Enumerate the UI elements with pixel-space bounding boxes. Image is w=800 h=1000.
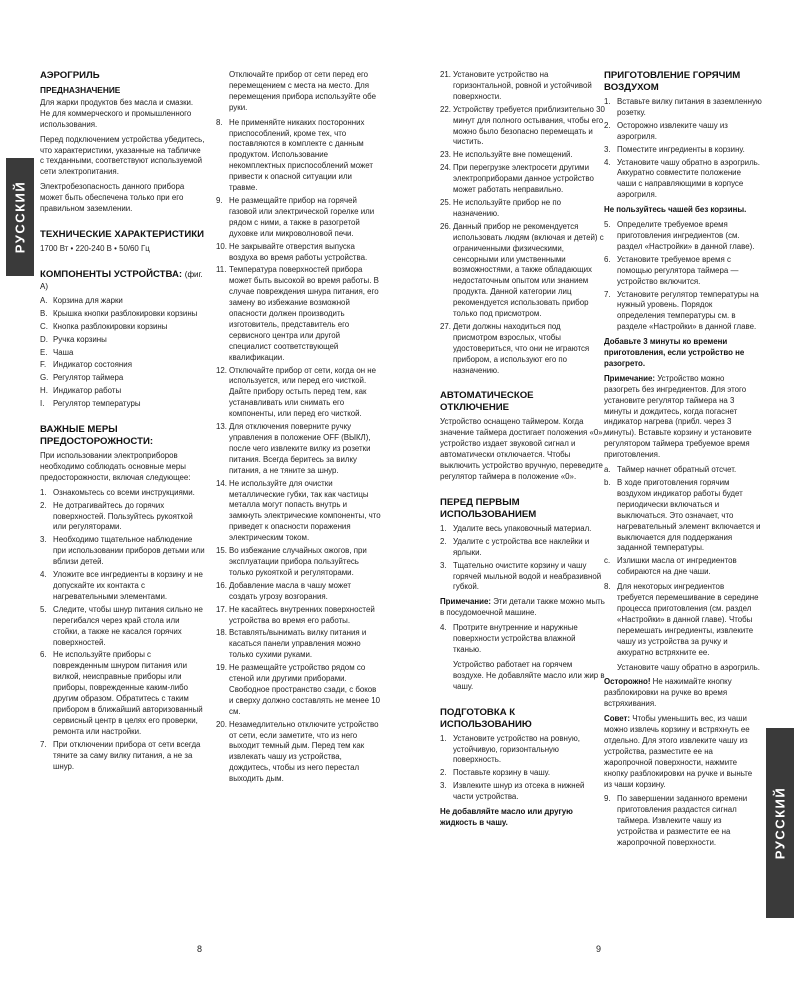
list-item: [604, 255, 762, 288]
first-use-list: [440, 524, 605, 593]
list-item-number: 7.: [40, 739, 47, 749]
list-item-text: Кнопка разблокировки корзины: [53, 321, 168, 331]
list-item: [604, 465, 762, 476]
first-use-list-4: [440, 623, 605, 656]
list-item-text: Во избежание случайных ожогов, при эксплуатации прибора пользуйтесь только рукояткой и регуляторами.: [229, 546, 367, 577]
list-item-text: Ручка корзины: [53, 334, 107, 344]
list-item-text: Устройству требуется приблизительно 30 минут для полного остывания, чтобы его можно было безопасно перемещать и чистить.: [453, 104, 605, 147]
list-item: [40, 399, 205, 410]
list-item-number: 11.: [216, 265, 227, 275]
list-item-text: Поместите ингредиенты в корзину.: [617, 144, 745, 154]
list-item-text: Для отключения поверните ручку управления в положение OFF (ВЫКЛ), после чего извлеките вилку из розетки питания. Всегда беритесь за вилку питания, а не тяните за шнур.: [229, 422, 371, 475]
first-use-item-4-cont: Устройство работает на горячем воздухе. Не добавляйте масло или жир в чашу.: [453, 659, 605, 691]
list-item-number: c.: [604, 556, 611, 566]
list-item-text: Тщательно очистите корзину и чашу горячей мыльной водой и неабразивной губкой.: [453, 560, 602, 592]
title: АЭРОГРИЛЬ: [40, 70, 100, 81]
list-item: [440, 561, 605, 594]
list-item-number: D.: [40, 334, 48, 344]
list-item-number: 7.: [604, 289, 611, 299]
hot-air-heading: ПРИГОТОВЛЕНИЕ ГОРЯЧИМ ВОЗДУХОМ: [604, 70, 741, 93]
list-item-number: 6.: [40, 650, 47, 660]
list-item: [440, 781, 605, 803]
list-item-number: 22.: [440, 104, 451, 114]
list-item: [604, 97, 762, 119]
list-item-number: 14.: [216, 478, 227, 488]
list-item: [40, 535, 205, 568]
hot-air-list: [604, 97, 762, 201]
auto-off-heading: АВТОМАТИЧЕСКОЕ ОТКЛЮЧЕНИЕ: [440, 390, 534, 414]
list-item-text: Не дотрагивайтесь до горячих поверхностей. Пользуйтесь рукояткой или регуляторами.: [53, 500, 193, 532]
purpose-text: Электробезопасность данного прибора может быть обеспечена только при его правильном заземлении.: [40, 182, 185, 214]
list-item-text: Незамедлительно отключите устройство от сети, если заметите, что из него выходит темный дым. Перед тем как извлекать чашу из устройства, дождитесь, чтобы из него перестал выходить дым.: [229, 719, 379, 784]
hot-air-warning: Добавьте 3 минуты ко времени приготовления, если устройство не разогрето.: [604, 337, 745, 368]
list-item: [604, 556, 762, 578]
list-item-number: C.: [40, 321, 48, 331]
list-item-text: Установите чашу обратно в аэрогриль. Аккуратно совместите положение чаши с направляющими в корпусе аэрогриля.: [617, 157, 760, 200]
list-item-number: 4.: [440, 623, 447, 633]
list-item-number: E.: [40, 347, 48, 357]
list-item-number: 18.: [216, 628, 227, 638]
list-item-number: 19.: [216, 663, 227, 673]
hot-air-list-9: [604, 794, 762, 849]
column-3: [440, 70, 605, 833]
list-item-number: B.: [40, 308, 48, 318]
hot-air-warning: Не пользуйтесь чашей без корзины.: [604, 205, 747, 215]
list-item: [40, 605, 205, 649]
list-item-text: Протрите внутренние и наружные поверхности устройства влажной тканью.: [453, 623, 578, 654]
list-item-number: 5.: [40, 604, 47, 614]
list-item-text: Извлеките шнур из отсека в нижней части устройства.: [453, 781, 585, 802]
list-item-number: 1.: [604, 97, 611, 106]
list-item-text: Не размещайте устройство рядом со стеной или другими приборами. Свободное пространство сзади, с боков и сверху должно составлять не менее 10 см.: [229, 663, 381, 716]
list-item-text: Поставьте корзину в чашу.: [453, 768, 551, 778]
list-item: [604, 794, 762, 849]
list-item-text: По завершении заданного времени приготовления раздастся сигнал таймера. Извлеките чашу из устройства и разместите ее на жаропрочной поверхности.: [617, 794, 748, 848]
list-item-text: Индикатор работы: [53, 386, 122, 396]
list-item: [440, 524, 605, 535]
list-item: [604, 478, 762, 554]
list-item-number: 3.: [604, 144, 611, 154]
list-item: [40, 501, 205, 534]
list-item-number: 4.: [604, 157, 611, 167]
list-item-text: Вставьте вилку питания в заземленную розетку.: [617, 97, 762, 117]
list-item: [440, 163, 605, 196]
list-item: [216, 663, 381, 718]
list-item-number: 23.: [440, 150, 451, 160]
list-item: [440, 623, 605, 656]
list-item: [40, 386, 205, 397]
list-item-number: a.: [604, 465, 611, 475]
list-item-text: Осторожно извлеките чашу из аэрогриля.: [617, 120, 728, 141]
list-item: [216, 546, 381, 579]
list-item: [40, 322, 205, 333]
list-item-number: 1.: [40, 487, 47, 497]
list-item-text: Данный прибор не рекомендуется использовать людям (включая и детей) с ограниченными физическими, сенсорными или умственными возможностями, а также обладающих недостаточным опытом или знанием продукта. Данной категории лиц рекомендуется использовать прибор только под присмотром.: [453, 221, 604, 319]
list-item-text: Регулятор температуры: [53, 399, 141, 409]
list-item-number: 13.: [216, 422, 227, 432]
components-list: [40, 296, 205, 410]
hot-air-list-8: [604, 582, 762, 658]
list-item: [440, 537, 605, 559]
safety-list: [440, 70, 605, 376]
list-item: [604, 121, 762, 143]
list-item-text: Индикатор состояния: [53, 360, 132, 370]
list-item-number: 10.: [216, 241, 227, 251]
first-use-heading: ПЕРЕД ПЕРВЫМ ИСПОЛЬЗОВАНИЕМ: [440, 496, 537, 520]
list-item-text: Следите, чтобы шнур питания сильно не перегибался через край стола или стойки, а также не касался горячих поверхностей.: [53, 604, 203, 647]
list-item: [440, 222, 605, 320]
list-item: [40, 488, 205, 499]
hot-air-list: [604, 220, 762, 333]
list-item-number: 2.: [604, 120, 611, 130]
list-item-text: Не используйте вне помещений.: [453, 150, 573, 160]
safety-list: [40, 488, 205, 773]
list-item-number: F.: [40, 360, 47, 370]
list-item: [216, 581, 381, 603]
list-item-text: Не используйте прибор не по назначению.: [453, 197, 561, 218]
list-item-number: G.: [40, 373, 49, 383]
list-item-number: b.: [604, 478, 611, 487]
list-item-number: 2.: [440, 768, 447, 778]
purpose-text: Для жарки продуктов без масла и смазки. Не для коммерческого и промышленного использования.: [40, 97, 194, 129]
language-tab-right: [766, 728, 794, 918]
list-item-number: 8.: [216, 117, 223, 127]
list-item-number: 6.: [604, 254, 611, 264]
list-item-number: 27.: [440, 321, 451, 331]
list-item-number: 4.: [40, 570, 47, 580]
list-item: [604, 145, 762, 156]
list-item-text: Необходимо тщательное наблюдение при использовании приборов детьми или вблизи детей.: [53, 535, 205, 567]
list-item-text: Регулятор таймера: [53, 373, 124, 383]
list-item-number: 26.: [440, 221, 451, 231]
list-item-text: Удалите весь упаковочный материал.: [453, 523, 592, 533]
list-item-text: Установите регулятор температуры на нужный уровень. Порядок определения температуры см. в разделе «Настройки» в данной главе.: [617, 289, 759, 332]
list-item-number: 15.: [216, 546, 227, 556]
list-item-number: 16.: [216, 580, 227, 590]
list-item-number: H.: [40, 386, 48, 396]
column-1: [40, 70, 205, 776]
column-2: [216, 70, 381, 789]
list-item-number: 25.: [440, 197, 451, 207]
page-number-left: 8: [197, 944, 203, 954]
specs-heading: ТЕХНИЧЕСКИЕ ХАРАКТЕРИСТИКИ: [40, 228, 205, 240]
list-item: [216, 265, 381, 363]
list-item-text: Не используйте для очистки металлические губки, так как частицы металла могут попасть внутрь и замкнуть электрические компоненты, что приведет к опасности поражения электрическим током.: [229, 478, 381, 543]
list-item-text: Уложите все ингредиенты в корзину и не допускайте их контакта с нагревательными элементами.: [53, 570, 203, 601]
list-item-number: 2.: [40, 500, 47, 510]
safety-item-7-cont: Отключайте прибор от сети перед его перемещением с места на место. Для перемещения прибора используйте обе руки.: [229, 70, 376, 112]
preparation-heading: ПОДГОТОВКА К ИСПОЛЬЗОВАНИЮ: [440, 706, 532, 730]
list-item-text: При отключении прибора от сети всегда тяните за саму вилку питания, а не за шнур.: [53, 739, 201, 771]
list-item: [40, 296, 205, 307]
list-item: [604, 290, 762, 334]
list-item-text: Для некоторых ингредиентов требуется перемешивание в середине процесса приготовления (см. раздел «Настройки» в данной главе). Чтобы перемешать ингредиенты, извлеките чашу из устройства за ручку и аккуратно встряхните ее.: [617, 582, 759, 657]
list-item-text: Дети должны находиться под присмотром взрослых, чтобы удостовериться, что они не играются прибором, а используют его по назначению.: [453, 321, 590, 375]
list-item: [604, 582, 762, 658]
components-fig: (фиг. А): [40, 269, 203, 291]
list-item-text: При перегрузке электросети другими электроприборами данное устройство может работать неправильно.: [453, 163, 594, 195]
hot-air-tip: Совет: Чтобы уменьшить вес, из чаши можно извлечь корзину и встряхнуть ее отдельно. Для этого извлеките чашу из устройства, разместите ее на жаропрочной поверхности, нажмите кнопку разблокировки на ручке и выньте из чаши корзину.: [604, 714, 753, 789]
components-heading: КОМПОНЕНТЫ УСТРОЙСТВА: (фиг. А): [40, 268, 203, 291]
list-item-text: Излишки масла от ингредиентов собираются на дне чаши.: [617, 556, 737, 577]
list-item-text: Установите устройство на горизонтальной, ровной и устойчивой поверхности.: [453, 70, 592, 101]
list-item: [440, 150, 605, 161]
list-item: [40, 309, 205, 320]
list-item: [216, 422, 381, 477]
list-item: [440, 768, 605, 779]
list-item-text: В ходе приготовления горячим воздухом индикатор работы будет периодически включаться и выключаться. Это означает, что нагревательный элемент включается и выключается для поддержания заданной температуры.: [617, 478, 761, 553]
list-item-number: 24.: [440, 163, 451, 173]
list-item: [40, 570, 205, 603]
specs-text: 1700 Вт • 220-240 В • 50/60 Гц: [40, 243, 150, 253]
list-item-text: Ознакомьтесь со всеми инструкциями.: [53, 487, 195, 497]
list-item-number: 1.: [440, 523, 447, 533]
list-item: [40, 650, 205, 737]
list-item-text: Чаша: [53, 347, 74, 357]
list-item-text: Определите требуемое время приготовления ингредиентов (см. раздел «Настройки» в данной главе).: [617, 220, 755, 251]
preparation-list: [440, 734, 605, 803]
purpose-text: Перед подключением устройства убедитесь, что характеристики, указанные на табличке с техданными, соответствуют используемой сети электропитания.: [40, 134, 205, 177]
safety-heading: ВАЖНЫЕ МЕРЫ ПРЕДОСТОРОЖНОСТИ:: [40, 424, 154, 448]
list-item-text: Крышка кнопки разблокировки корзины: [53, 308, 198, 318]
column-4: [604, 70, 762, 853]
language-tab-left: [6, 158, 34, 276]
list-item-text: Удалите с устройства все наклейки и ярлыки.: [453, 536, 590, 557]
list-item: [216, 479, 381, 544]
first-use-note: Примечание: Эти детали также можно мыть в посудомоечной машине.: [440, 597, 605, 618]
list-item-number: 3.: [440, 781, 447, 791]
list-item-text: Не закрывайте отверстия выпуска воздуха во время работы устройства.: [229, 241, 368, 262]
list-item: [40, 360, 205, 371]
list-item-number: 9.: [216, 195, 223, 205]
list-item: [440, 198, 605, 220]
list-item-number: 9.: [604, 794, 611, 804]
list-item-number: A.: [40, 295, 48, 305]
list-item: [40, 373, 205, 384]
list-item-number: I.: [40, 399, 45, 409]
list-item-text: Установите устройство на ровную, устойчивую, горизонтальную поверхность.: [453, 733, 580, 765]
list-item: [216, 242, 381, 264]
hot-air-item-8-cont: Установите чашу обратно в аэрогриль.: [617, 662, 760, 672]
list-item: [216, 366, 381, 421]
safety-list: [216, 118, 381, 785]
list-item: [216, 196, 381, 240]
list-item-text: Вставлять/вынимать вилку питания и касаться панели управления можно только сухими руками.: [229, 628, 367, 660]
list-item-text: Отключайте прибор от сети, когда он не используется, или перед его чисткой. Дайте прибору остыть перед тем, как устанавливать или снимать его компоненты, или перед его чисткой.: [229, 365, 377, 419]
list-item-number: 5.: [604, 220, 611, 230]
list-item: [216, 720, 381, 785]
list-item: [440, 105, 605, 149]
list-item-number: 12.: [216, 365, 227, 375]
list-item-text: Температура поверхностей прибора может быть высокой во время работы. В случае повреждения шнура питания, его замену во избежание возможной опасности должен производить изготовитель, представитель его сервисного центра или другой специалист соответствующей квалификации.: [229, 265, 379, 362]
preparation-warning: Не добавляйте масло или другую жидкость в чашу.: [440, 807, 573, 827]
list-item-number: 8.: [604, 582, 611, 592]
purpose-heading: ПРЕДНАЗНАЧЕНИЕ: [40, 85, 121, 95]
list-item-text: Не применяйте никаких посторонних приспособлений, кроме тех, что поставляются в комплекте с данным продуктом. Использование некомплектных приспособлений может привести к опасной ситуации или травме.: [229, 117, 374, 193]
list-item-text: Не касайтесь внутренних поверхностей устройства во время его работы.: [229, 604, 375, 625]
list-item-number: 17.: [216, 604, 227, 614]
list-item-text: Не используйте приборы с поврежденным шнуром питания или вилкой, неисправные приборы или приборы, поврежденные каким-либо другим образом. Обратитесь с таким прибором в ближайший авторизованный сервисный центр в целях его проверки, ремонта или настройки.: [53, 650, 203, 736]
list-item: [216, 628, 381, 661]
list-item-text: Установите требуемое время с помощью регулятора таймера — устройство включится.: [617, 254, 739, 286]
list-item: [440, 70, 605, 103]
list-item: [216, 605, 381, 627]
auto-off-text: Устройство оснащено таймером. Когда значение таймера достигает положения «0», устройство издает звуковой сигнал и автоматически отключается. Чтобы выключить устройство вручную, переведите регулятор таймера в положение «0».: [440, 417, 605, 481]
list-item: [40, 335, 205, 346]
list-item: [40, 740, 205, 773]
list-item-number: 2.: [440, 536, 447, 546]
list-item: [216, 118, 381, 194]
list-item-number: 21.: [440, 70, 451, 79]
language-tab-label: РУССКИЙ: [772, 786, 788, 860]
hot-air-sub-list: [604, 465, 762, 578]
list-item-number: 20.: [216, 719, 227, 729]
list-item-number: 1.: [440, 733, 447, 743]
page-number-right: 9: [596, 944, 602, 954]
list-item: [40, 348, 205, 359]
safety-intro: При использовании электроприборов необходимо соблюдать основные меры предосторожности, включая следующее:: [40, 451, 191, 482]
list-item-text: Добавление масла в чашу может создать угрозу возгорания.: [229, 580, 351, 601]
list-item-number: 3.: [440, 560, 447, 570]
list-item-text: Таймер начнет обратный отсчет.: [617, 465, 737, 475]
list-item-number: 3.: [40, 535, 47, 545]
list-item: [440, 322, 605, 377]
hot-air-note: Примечание: Устройство можно разогреть без ингредиентов. Для этого установите регулятор таймера на 3 минуты и дождитесь, когда погаснет индикатор нагрева (прибл. через 3 минуты). Вставьте корзину и установите регулятором таймера требуемое время приготовления.: [604, 373, 752, 460]
list-item-text: Корзина для жарки: [53, 295, 123, 305]
language-tab-label: РУССКИЙ: [12, 180, 28, 254]
hot-air-caution: Осторожно! Не нажимайте кнопку разблокировки на ручке во время встряхивания.: [604, 677, 732, 709]
list-item: [604, 220, 762, 253]
list-item: [604, 158, 762, 202]
list-item-text: Не размещайте прибор на горячей газовой или электрической горелке или рядом с ними, а также в разогретой духовке или микроволновой печи.: [229, 195, 375, 238]
list-item: [440, 734, 605, 767]
